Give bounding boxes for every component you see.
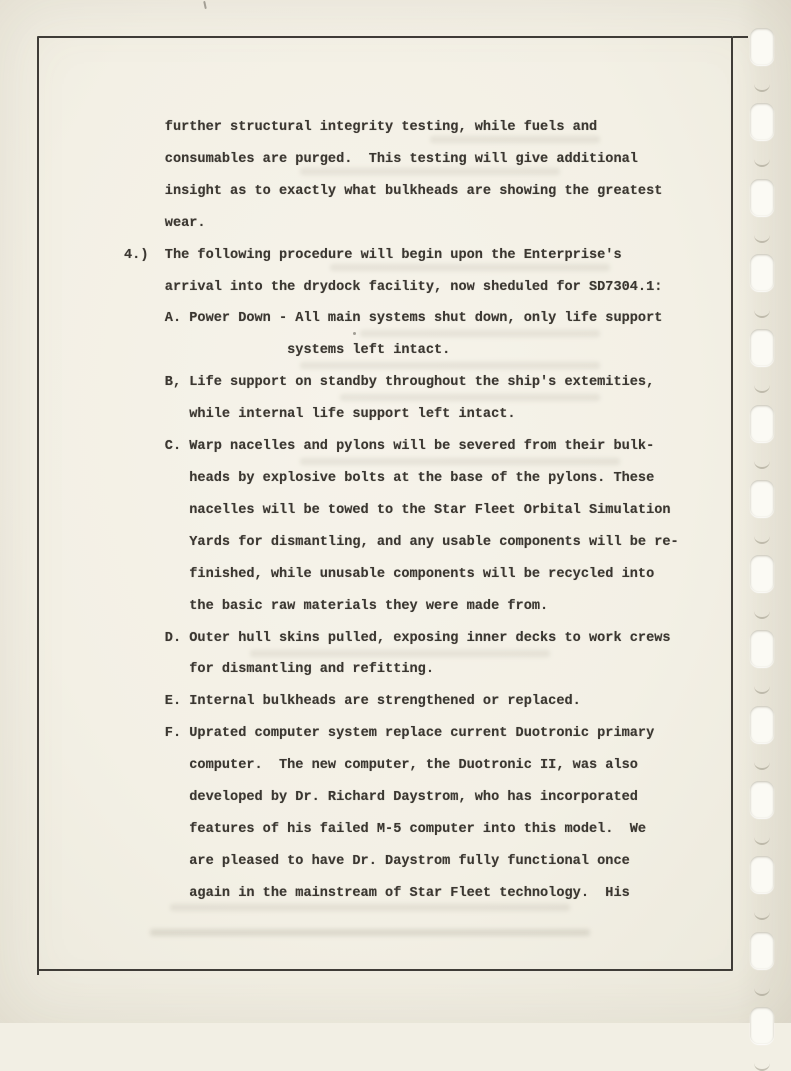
document-line: further structural integrity testing, while fuels and bbox=[164, 120, 598, 135]
binding-hole-shadow bbox=[754, 984, 770, 996]
document-line: finished, while unusable components will be recycled into bbox=[189, 566, 655, 582]
document-line: E. Internal bulkheads are strengthened or replaced. bbox=[164, 694, 581, 710]
binding-hole bbox=[750, 405, 774, 442]
document-line: B, Life support on standby throughout the ship's extemities, bbox=[164, 375, 655, 391]
binding-hole bbox=[750, 254, 774, 291]
binding-hole bbox=[750, 781, 774, 818]
document-line: for dismantling and refitting. bbox=[189, 662, 434, 678]
binding-hole bbox=[750, 1007, 774, 1044]
document-line: nacelles will be towed to the Star Fleet Orbital Simulation bbox=[189, 502, 671, 518]
document-line: again in the mainstream of Star Fleet technology. His bbox=[189, 885, 630, 901]
document-line: are pleased to have Dr. Daystrom fully functional once bbox=[189, 853, 630, 869]
document-line: arrival into the drydock facility, now sheduled for SD7304.1: bbox=[164, 279, 663, 295]
document-line: the basic raw materials they were made from. bbox=[189, 598, 549, 614]
binding-hole bbox=[750, 856, 774, 893]
document-line: A. Power Down - All main systems shut down, only life support bbox=[164, 311, 663, 327]
binding-hole-shadow bbox=[754, 532, 770, 544]
binding-hole bbox=[750, 555, 774, 592]
binding-hole-shadow bbox=[754, 155, 770, 167]
document-line: 4.) The following procedure will begin upon the Enterprise's bbox=[124, 247, 622, 263]
document-line: C. Warp nacelles and pylons will be severed from their bulk- bbox=[164, 439, 655, 455]
document-line: wear. bbox=[164, 215, 206, 231]
binding-hole-shadow bbox=[754, 607, 770, 619]
document-line: F. Uprated computer system replace current Duotronic primary bbox=[164, 726, 655, 742]
binding-hole bbox=[750, 706, 774, 743]
binding-hole-shadow bbox=[754, 682, 770, 694]
binding-hole-shadow bbox=[754, 231, 770, 243]
typewritten-text bbox=[124, 112, 679, 910]
document-line: while internal life support left intact. bbox=[189, 407, 516, 423]
binding-hole bbox=[750, 179, 774, 216]
border-tick-top-right bbox=[733, 36, 748, 38]
binding-hole-shadow bbox=[754, 457, 770, 469]
binding-hole bbox=[750, 28, 774, 65]
binding-hole bbox=[750, 329, 774, 366]
document-line: Yards for dismantling, and any usable components will be re- bbox=[189, 534, 679, 550]
document-line: D. Outer hull skins pulled, exposing inner decks to work crews bbox=[164, 630, 671, 646]
document-line: computer. The new computer, the Duotronic II, was also bbox=[189, 758, 638, 774]
binding-hole-shadow bbox=[754, 80, 770, 92]
document-line: heads by explosive bolts at the base of the pylons. These bbox=[189, 470, 655, 486]
binding-hole-shadow bbox=[754, 758, 770, 770]
document-line: features of his failed M-5 computer into this model. We bbox=[189, 821, 647, 837]
binding-hole bbox=[750, 480, 774, 517]
document-line: systems left intact. bbox=[287, 343, 451, 359]
binding-hole bbox=[750, 932, 774, 969]
binding-hole-shadow bbox=[754, 833, 770, 845]
binding-hole-shadow bbox=[754, 306, 770, 318]
binding-hole-shadow bbox=[754, 381, 770, 393]
document-line: insight as to exactly what bulkheads are showing the greatest bbox=[164, 183, 663, 199]
binding-hole bbox=[750, 630, 774, 667]
border-tick-bottom-left bbox=[37, 969, 39, 975]
binding-hole-shadow bbox=[754, 908, 770, 920]
binding-hole-shadow bbox=[754, 1059, 770, 1071]
document-line: developed by Dr. Richard Daystrom, who has incorporated bbox=[189, 790, 638, 806]
binding-hole bbox=[750, 103, 774, 140]
document-line: consumables are purged. This testing will give additional bbox=[164, 151, 638, 167]
binding-strip bbox=[737, 0, 791, 1023]
